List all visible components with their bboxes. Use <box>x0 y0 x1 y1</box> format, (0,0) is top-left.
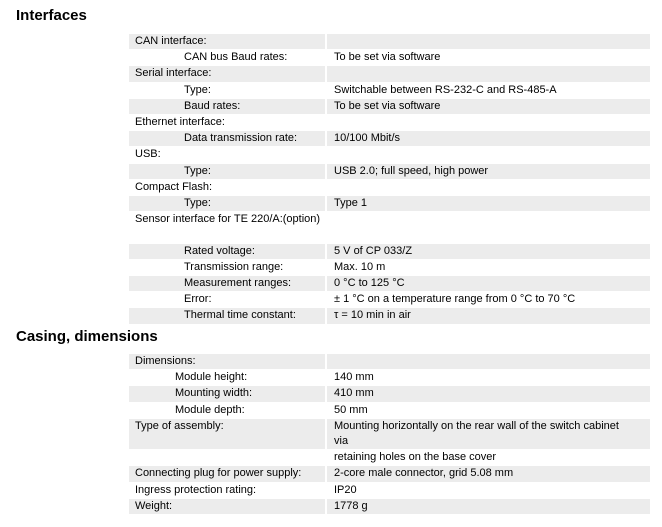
spec-label-cell <box>129 466 327 481</box>
spec-label: Type: <box>184 164 211 177</box>
spec-row-compact-flash <box>129 180 650 196</box>
spec-label-cell <box>129 386 327 401</box>
spec-label-cell <box>129 292 327 307</box>
spec-label: Ethernet interface: <box>135 116 225 129</box>
spec-label: Rated voltage: <box>184 244 255 257</box>
casing-spec-table <box>129 354 650 515</box>
spec-value-cell <box>327 419 650 449</box>
spec-row-sensor-interface-for-te-220-a <box>129 212 650 243</box>
spec-label: Type of assembly: <box>135 419 224 432</box>
spec-value-cell <box>327 147 650 162</box>
spec-label-cell <box>129 260 327 275</box>
spec-value: To be set via software <box>334 51 441 64</box>
spec-label-cell <box>129 180 327 195</box>
spec-value: 1778 g <box>334 499 368 512</box>
spec-label: Compact Flash: <box>135 180 213 193</box>
spec-row-type <box>129 164 650 180</box>
spec-label-cell <box>129 164 327 179</box>
spec-label: Type: <box>184 197 211 210</box>
spec-label: Sensor interface for TE 220/A: <box>135 213 283 226</box>
spec-label-cell <box>129 419 327 449</box>
spec-value-cell <box>327 403 650 418</box>
spec-label-cell <box>129 403 327 418</box>
spec-label: Thermal time constant: <box>184 309 296 322</box>
spec-value: Mounting horizontally on the rear wall of the switch cabinet <box>334 419 619 432</box>
spec-label: Module depth: <box>175 403 245 416</box>
spec-label-cell <box>129 308 327 323</box>
spec-row-can-bus-baud-rates <box>129 50 650 66</box>
spec-row-can-interface <box>129 34 650 50</box>
spec-label-cell <box>129 147 327 162</box>
spec-value-cell <box>327 196 650 211</box>
spec-label-continued: (option) <box>282 213 321 226</box>
spec-value-cell <box>327 83 650 98</box>
spec-row-dimensions <box>129 354 650 370</box>
spec-label-cell <box>129 50 327 65</box>
spec-value-continued: via <box>334 435 349 448</box>
spec-label: USB: <box>135 148 161 161</box>
spec-label-cell <box>129 499 327 514</box>
spec-row-usb <box>129 147 650 163</box>
spec-label-cell <box>129 83 327 98</box>
spec-row-module-height <box>129 370 650 386</box>
spec-label: Connecting plug for power supply: <box>135 467 302 480</box>
spec-value: 5 V of CP 033/Z <box>334 244 413 257</box>
spec-row-type <box>129 196 650 212</box>
spec-value: 0 °C to 125 °C <box>334 277 405 290</box>
spec-value-cell <box>327 260 650 275</box>
spec-row-transmission-range <box>129 260 650 276</box>
spec-value: 50 mm <box>334 403 368 416</box>
spec-value-cell <box>327 212 650 242</box>
spec-value: To be set via software <box>334 99 441 112</box>
spec-label: Mounting width: <box>175 387 253 400</box>
spec-value-cell <box>327 466 650 481</box>
spec-label-cell <box>129 131 327 146</box>
spec-label: CAN interface: <box>135 35 207 47</box>
spec-value: 2-core male connector, grid 5.08 mm <box>334 467 514 480</box>
spec-row-error <box>129 292 650 308</box>
spec-row-baud-rates <box>129 99 650 115</box>
spec-label: Transmission range: <box>184 260 284 273</box>
spec-row-weight <box>129 499 650 515</box>
spec-value: 10/100 Mbit/s <box>334 132 401 145</box>
interfaces-spec-table <box>129 34 650 325</box>
spec-label-cell <box>129 115 327 130</box>
spec-row-thermal-time-constant <box>129 308 650 324</box>
spec-label: Module height: <box>175 371 248 384</box>
spec-value-cell <box>327 450 650 465</box>
spec-value: τ = 10 min in air <box>334 309 411 322</box>
spec-label: Weight: <box>135 499 173 512</box>
spec-value-cell <box>327 50 650 65</box>
section-title-casing-dimensions: Casing, dimensions <box>16 328 158 345</box>
spec-value: Switchable between RS-232-C and RS-485-A <box>334 83 557 96</box>
spec-value-cell <box>327 483 650 498</box>
spec-label: Baud rates: <box>184 99 241 112</box>
spec-label-cell <box>129 34 327 49</box>
spec-label: Serial interface: <box>135 67 212 80</box>
spec-label-cell <box>129 276 327 291</box>
spec-label-cell <box>129 370 327 385</box>
spec-row-ethernet-interface <box>129 115 650 131</box>
spec-row-measurement-ranges <box>129 276 650 292</box>
spec-value-cell <box>327 354 650 369</box>
spec-value-cell <box>327 499 650 514</box>
spec-row-mounting-width <box>129 386 650 402</box>
spec-value-cell <box>327 386 650 401</box>
spec-value: 140 mm <box>334 371 374 384</box>
spec-label-cell <box>129 66 327 81</box>
spec-value: Max. 10 m <box>334 260 386 273</box>
spec-label-cell <box>129 354 327 369</box>
spec-row-type-of-assembly <box>129 419 650 450</box>
spec-row-rated-voltage <box>129 244 650 260</box>
spec-value-cell <box>327 131 650 146</box>
spec-label: Type: <box>184 83 211 96</box>
spec-label: Data transmission rate: <box>184 132 298 145</box>
spec-label: Dimensions: <box>135 355 196 367</box>
spec-label: Measurement ranges: <box>184 277 291 290</box>
spec-label-cell <box>129 212 327 242</box>
spec-value: retaining holes on the base cover <box>334 451 497 464</box>
spec-value-cell <box>327 66 650 81</box>
spec-value-cell <box>327 115 650 130</box>
spec-row-module-depth <box>129 403 650 419</box>
spec-value: IP20 <box>334 483 357 496</box>
spec-row-data-transmission-rate <box>129 131 650 147</box>
section-title-interfaces: Interfaces <box>16 7 87 24</box>
spec-value-cell <box>327 180 650 195</box>
spec-value-cell <box>327 34 650 49</box>
spec-label-cell <box>129 196 327 211</box>
spec-row-serial-interface <box>129 66 650 82</box>
spec-row-type <box>129 83 650 99</box>
spec-label: CAN bus Baud rates: <box>184 51 288 64</box>
spec-label-cell <box>129 99 327 114</box>
spec-value-cell <box>327 292 650 307</box>
spec-value-cell <box>327 370 650 385</box>
spec-label-cell <box>129 483 327 498</box>
spec-value: Type 1 <box>334 197 368 210</box>
spec-label-cell <box>129 244 327 259</box>
spec-row-connecting-plug-for-power-supply <box>129 466 650 482</box>
spec-label-cell <box>129 450 327 465</box>
spec-value-cell <box>327 99 650 114</box>
spec-value: USB 2.0; full speed, high power <box>334 164 489 177</box>
spec-value-cell <box>327 244 650 259</box>
spec-row-blank <box>129 450 650 466</box>
spec-value-cell <box>327 308 650 323</box>
spec-row-ingress-protection-rating <box>129 483 650 499</box>
spec-value: ± 1 °C on a temperature range from 0 °C to 70 °C <box>334 293 576 306</box>
spec-value-cell <box>327 276 650 291</box>
spec-label: Error: <box>184 293 212 306</box>
spec-value-cell <box>327 164 650 179</box>
spec-label: Ingress protection rating: <box>135 483 257 496</box>
spec-value: 410 mm <box>334 387 374 400</box>
